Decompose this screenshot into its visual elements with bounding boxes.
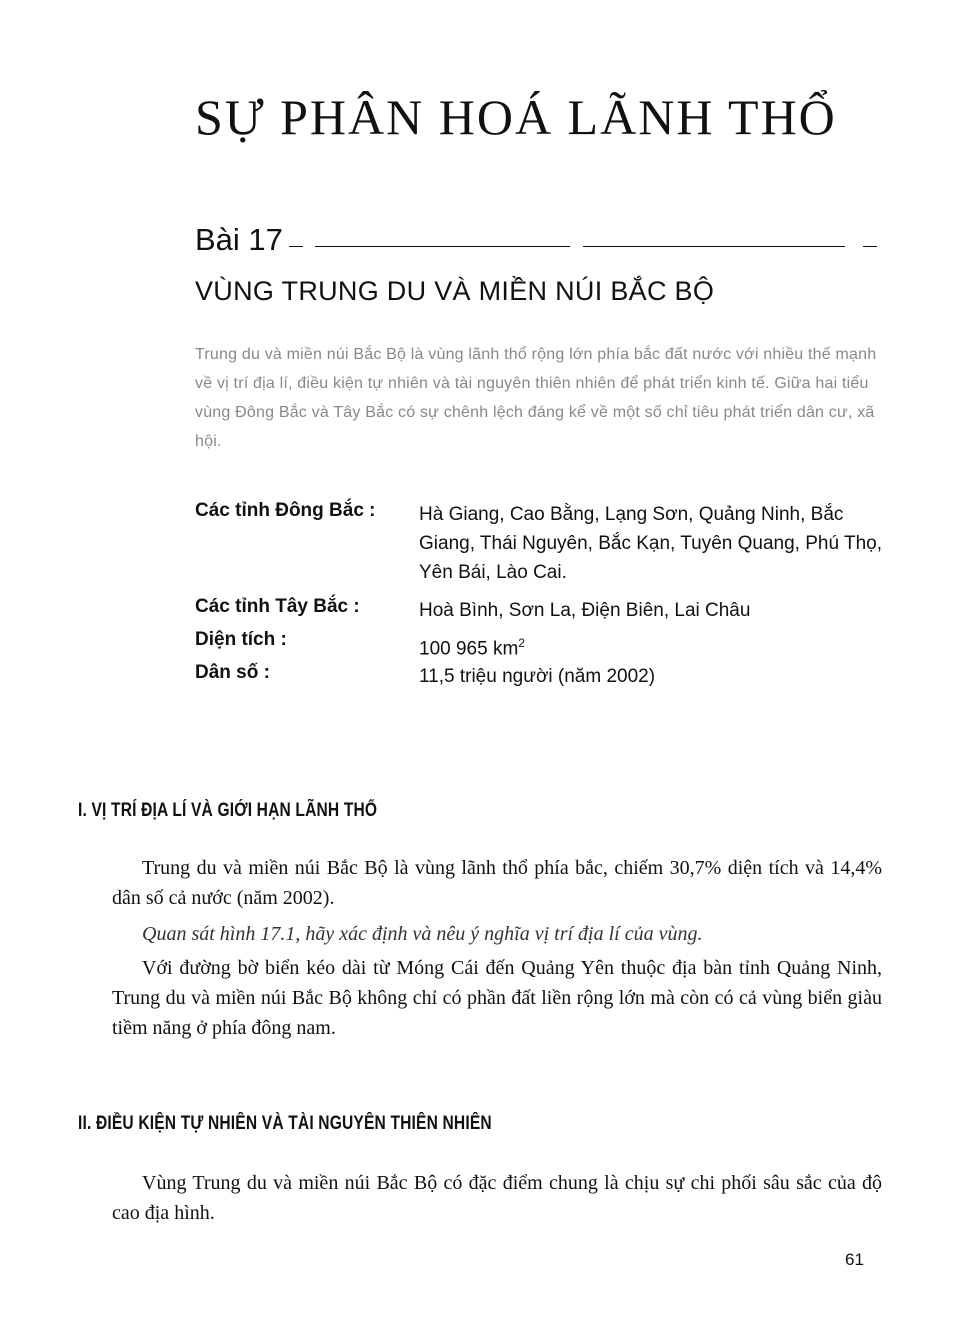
lesson-rule <box>583 246 845 247</box>
lesson-rule <box>289 246 303 247</box>
info-row-population <box>195 662 895 695</box>
info-value <box>419 629 895 663</box>
section-1-body <box>112 853 882 1043</box>
lesson-number: Bài 17 <box>195 222 283 257</box>
info-row-tay-bac <box>195 596 895 629</box>
question-paragraph: Quan sát hình 17.1, hãy xác định và nêu ý nghĩa vị trí địa lí của vùng. <box>142 923 703 945</box>
area-unit-superscript: 2 <box>518 636 525 650</box>
lesson-rule <box>315 246 570 247</box>
section-heading-1: I. VỊ TRÍ ĐỊA LÍ VÀ GIỚI HẠN LÃNH THỔ <box>78 800 378 821</box>
lesson-rule <box>863 246 877 247</box>
info-label: Diện tích : <box>195 629 287 650</box>
info-value: Hà Giang, Cao Bằng, Lạng Sơn, Quảng Ninh, Bắc Giang, Thái Nguyên, Bắc Kạn, Tuyên Quang, Phú Thọ, Yên Bái, Lào Cai. <box>419 504 882 583</box>
info-value: 11,5 triệu người (năm 2002) <box>419 666 656 687</box>
page-number: 61 <box>845 1250 864 1269</box>
lesson-intro: Trung du và miền núi Bắc Bộ là vùng lãnh thổ rộng lớn phía bắc đất nước với nhiều thế mạnh về vị trí địa lí, điều kiện tự nhiên và tài nguyên thiên nhiên để phát triển kinh tế. Giữa hai tiểu vùng Đông Bắc và Tây Bắc có sự chênh lệch đáng kể về một số chỉ tiêu phát triển dân cư, xã hội. <box>195 346 877 450</box>
area-value: 100 965 km <box>419 638 519 660</box>
paragraph: Vùng Trung du và miền núi Bắc Bộ có đặc điểm chung là chịu sự chi phối sâu sắc của độ cao địa hình. <box>112 1172 882 1224</box>
lesson-title: VÙNG TRUNG DU VÀ MIỀN NÚI BẮC BỘ <box>195 276 715 306</box>
section-2-body <box>112 1168 882 1228</box>
info-label: Các tỉnh Đông Bắc : <box>195 500 376 521</box>
info-row-area <box>195 629 895 662</box>
paragraph: Với đường bờ biển kéo dài từ Móng Cái đến Quảng Yên thuộc địa bàn tỉnh Quảng Ninh, Trung du và miền núi Bắc Bộ không chỉ có phần đất liền rộng lớn mà còn có cả vùng biển giàu tiềm năng ở phía đông nam. <box>112 957 882 1039</box>
region-info <box>195 500 895 695</box>
lesson-header <box>195 222 885 262</box>
info-row-dong-bac <box>195 500 895 600</box>
info-label: Các tỉnh Tây Bắc : <box>195 596 360 617</box>
section-heading-2: II. ĐIỀU KIỆN TỰ NHIÊN VÀ TÀI NGUYÊN THIÊN NHIÊN <box>78 1113 492 1134</box>
paragraph: Trung du và miền núi Bắc Bộ là vùng lãnh thổ phía bắc, chiếm 30,7% diện tích và 14,4% dân số cả nước (năm 2002). <box>112 857 882 909</box>
chapter-title: SỰ PHÂN HOÁ LÃNH THỔ <box>195 89 837 145</box>
info-value: Hoà Bình, Sơn La, Điện Biên, Lai Châu <box>419 600 751 621</box>
info-label: Dân số : <box>195 662 270 683</box>
